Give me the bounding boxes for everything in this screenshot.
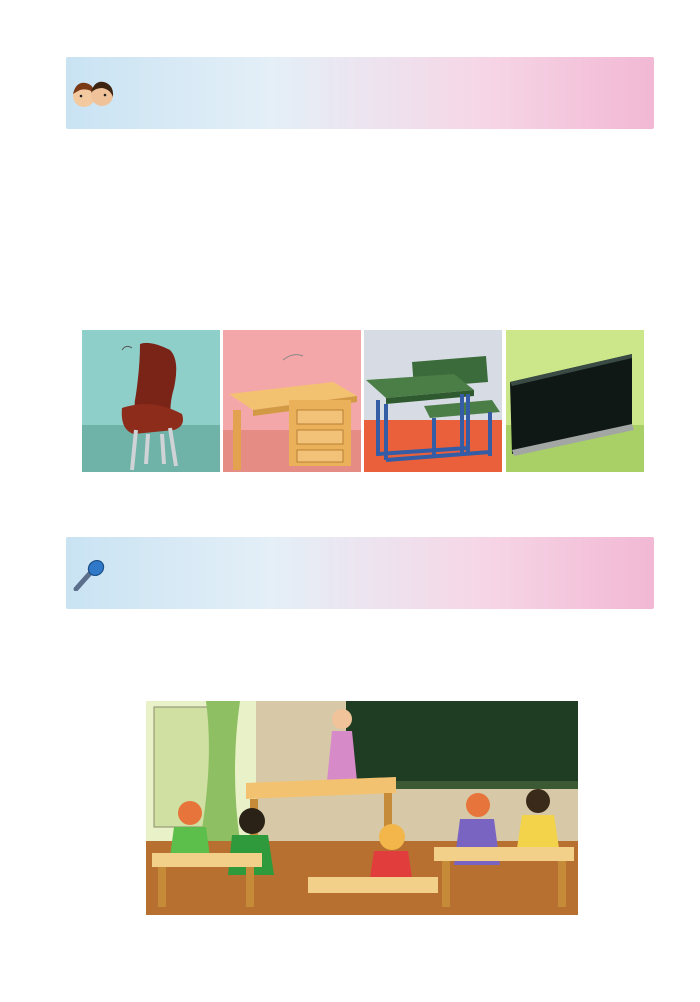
chair-picture	[82, 330, 220, 472]
microphone-icon	[70, 557, 116, 591]
desk-picture	[364, 330, 502, 472]
decorative-border-top	[0, 0, 700, 44]
classroom-illustration	[146, 701, 578, 915]
exercise-3-header	[66, 537, 654, 609]
table-picture	[223, 330, 361, 472]
exercise-2-header	[66, 57, 654, 129]
blackboard-picture	[506, 330, 644, 472]
two-faces-icon	[70, 77, 116, 111]
decorative-border-bottom	[0, 955, 700, 1002]
decorative-border-left	[0, 44, 48, 954]
